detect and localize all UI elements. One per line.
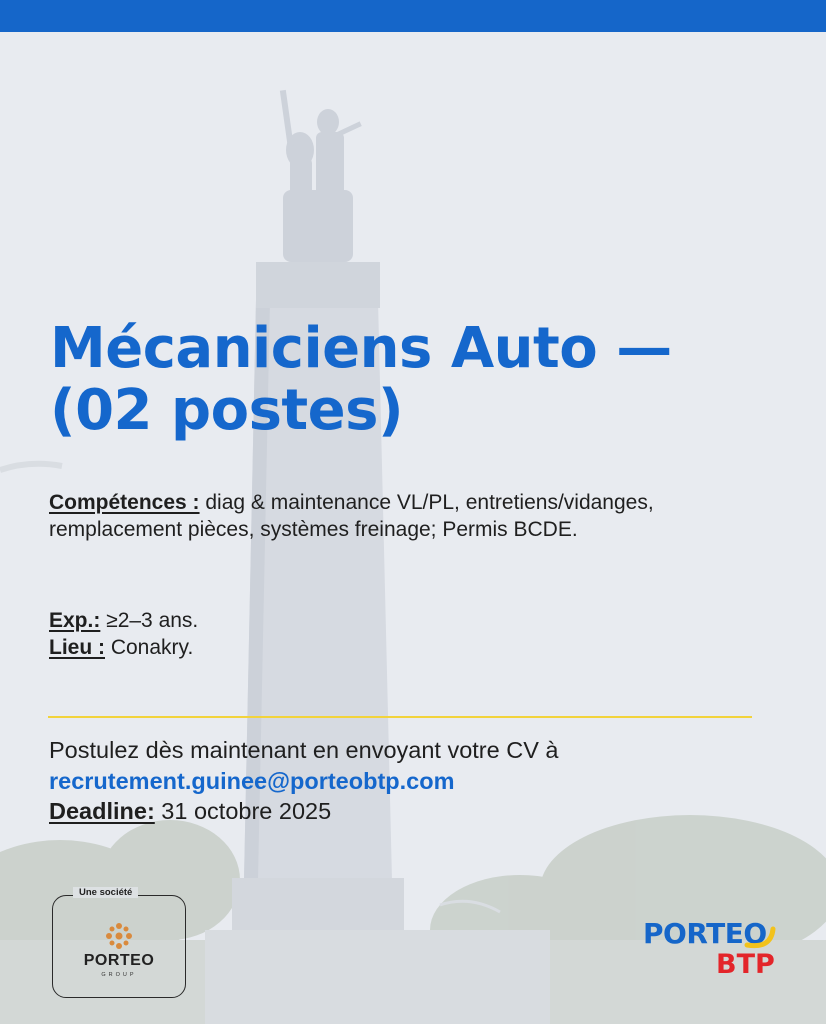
badge-caption: Une société <box>73 887 138 898</box>
apply-section <box>49 735 769 827</box>
deadline-line <box>49 796 769 827</box>
apply-text: Postulez dès maintenant en envoyant votre CV à <box>49 737 559 763</box>
location-text: Conakry. <box>105 636 194 659</box>
porteo-group-badge <box>52 887 186 998</box>
logo-btp-text: BTP <box>716 949 775 980</box>
badge-name: PORTEO <box>83 952 155 969</box>
job-title: Mécaniciens Auto — (02 postes) <box>50 316 672 443</box>
experience-line <box>49 608 739 635</box>
deadline-label: Deadline: <box>49 798 155 824</box>
porteo-btp-logo <box>643 917 783 983</box>
badge-subtitle: GROUP <box>101 972 137 978</box>
deadline-text: 31 octobre 2025 <box>154 798 332 824</box>
location-label: Lieu : <box>49 636 105 659</box>
skills-text: diag & maintenance VL/PL, entretiens/vidanges, remplacement pièces, systèmes freinage; Permis BCDE. <box>49 491 654 541</box>
skills-label: Compétences : <box>49 491 200 514</box>
porteo-group-mark-icon <box>105 922 133 950</box>
logo-swoosh-icon <box>743 919 777 951</box>
skills-section <box>49 490 739 543</box>
experience-label: Exp.: <box>49 609 101 632</box>
application-email-link[interactable]: recrutement.guinee@porteobtp.com <box>49 767 455 794</box>
experience-text: ≥2–3 ans. <box>100 609 199 632</box>
top-accent-bar <box>0 0 826 32</box>
logo-porteo-text: PORTEO <box>643 917 767 950</box>
location-line <box>49 635 739 662</box>
section-divider <box>48 716 752 718</box>
